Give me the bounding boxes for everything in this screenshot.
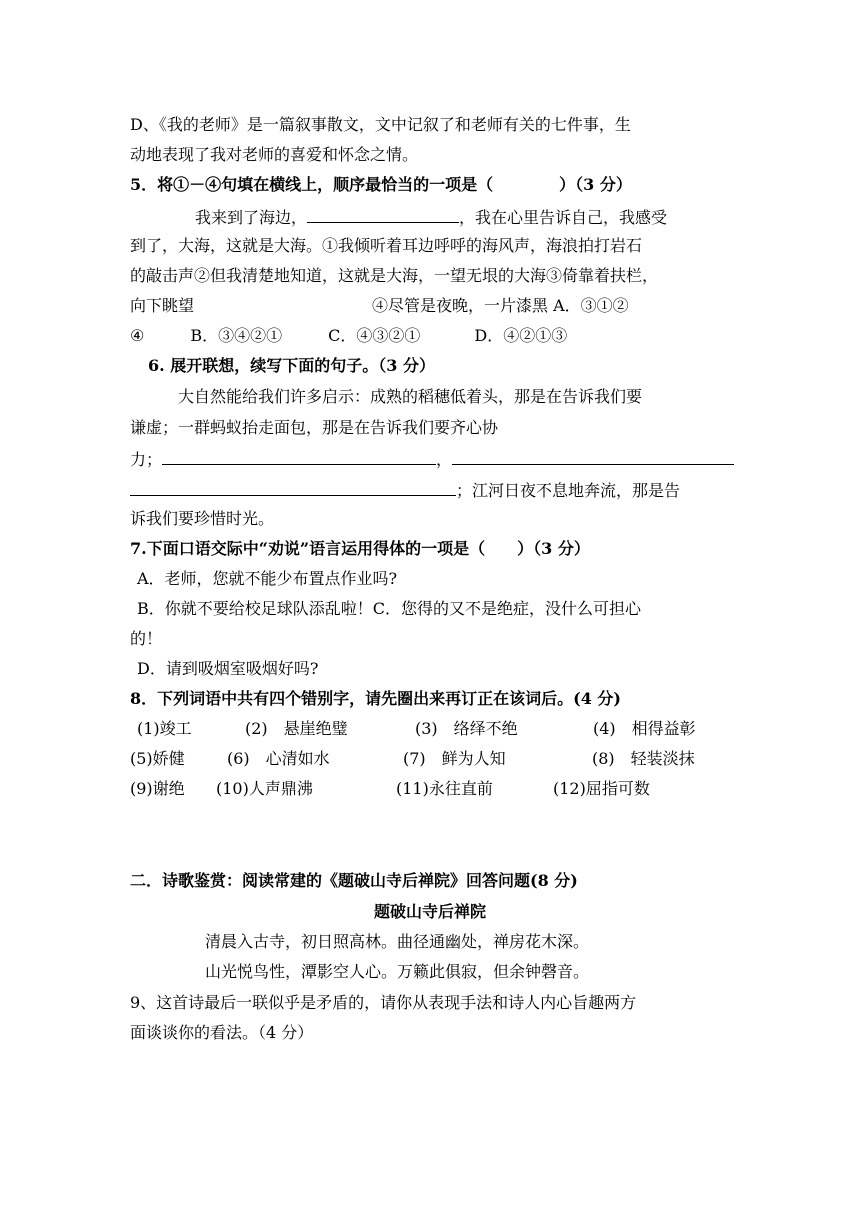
q6-comma: ，	[436, 450, 453, 469]
q9-line2: 面谈谈你的看法。（4 分）	[130, 1023, 314, 1042]
section2-heading: 二．诗歌鉴赏：阅读常建的《题破山寺后禅院》回答问题(8 分)	[130, 871, 578, 890]
q8-word-10: (10)人声鼎沸	[216, 779, 313, 798]
q7-option-b-c: B．你就不要给校足球队添乱啦！C．您得的又不是绝症，没什么可担心	[137, 599, 642, 618]
q8-row-2	[130, 749, 730, 769]
q8-word-12: (12)屈指可数	[553, 779, 650, 798]
q5-option-a-tail: ④	[130, 326, 145, 345]
q7-stem: 7.下面口语交际中“劝说”语言运用得体的一项是（ ）（3 分）	[130, 539, 590, 558]
q6-line4-end: ；江河日夜不息地奔流，那是告	[456, 481, 681, 500]
q8-word-2: (2) 悬崖绝璧	[245, 719, 348, 738]
q6-answer-blank-3[interactable]	[130, 479, 456, 496]
q5-score: ）（3 分）	[559, 175, 632, 194]
q5-passage-line1	[195, 206, 795, 226]
q5-passage-b: ④尽管是夜晚，一片漆黑 A．③①②	[372, 296, 629, 315]
q5-answer-blank[interactable]	[307, 206, 459, 223]
q8-row-3	[130, 779, 730, 799]
q5-stem-text: 5．将①－④句填在横线上，顺序最恰当的一项是（	[130, 175, 494, 194]
q8-word-11: (11)永往直前	[396, 779, 493, 798]
q6-line4	[130, 479, 730, 499]
q9-line1: 9、这首诗最后一联似乎是矛盾的，请你从表现手法和诗人内心旨趣两方	[130, 993, 637, 1012]
poem-title: 题破山寺后禅院	[373, 902, 486, 921]
q5-passage-line4	[130, 296, 730, 316]
q5-option-c: C．④③②①	[328, 326, 421, 345]
q6-line1: 大自然能给我们许多启示：成熟的稻穗低着头，那是在告诉我们要	[178, 387, 643, 406]
q8-row-1	[137, 719, 737, 739]
q8-word-8: (8) 轻装淡抹	[592, 749, 695, 768]
q8-word-7: (7) 鲜为人知	[403, 749, 506, 768]
q4-option-d-line2: 动地表现了我对老师的喜爱和怀念之情。	[130, 145, 419, 164]
q5-passage-start: 我来到了海边，	[195, 208, 308, 227]
q6-answer-blank-2[interactable]	[452, 448, 734, 465]
q5-passage-end: ，我在心里告诉自己，我感受	[459, 208, 668, 227]
q6-answer-blank-1[interactable]	[162, 448, 436, 465]
q4-option-d-line1: D、《我的老师》是一篇叙事散文，文中记叙了和老师有关的七件事，生	[130, 115, 631, 134]
q8-stem: 8．下列词语中共有四个错别字，请先圈出来再订正在该词后。(4 分)	[130, 689, 621, 708]
q5-passage-line2: 到了，大海，这就是大海。①我倾听着耳边呼呼的海风声，海浪拍打岩石	[130, 236, 643, 255]
q5-passage-a: 向下眺望	[130, 296, 195, 315]
q6-line2: 谦虚；一群蚂蚁抬走面包，那是在告诉我们要齐心协	[130, 418, 499, 437]
q7-option-a: A．老师，您就不能少布置点作业吗?	[137, 569, 398, 588]
q6-stem: 6. 展开联想，续写下面的句子。（3 分）	[148, 356, 435, 375]
q7-option-d: D．请到吸烟室吸烟好吗?	[137, 659, 319, 678]
q5-option-b: B．③④②①	[190, 326, 283, 345]
q8-word-1: (1)竣工	[137, 719, 192, 738]
poem-line-2: 山光悦鸟性，潭影空人心。万籁此俱寂，但余钟磬音。	[205, 962, 590, 981]
poem-line-1: 清晨入古寺，初日照高林。曲径通幽处，禅房花木深。	[205, 932, 590, 951]
q5-option-d: D．④②①③	[474, 326, 568, 345]
q8-word-6: (6) 心清如水	[227, 749, 330, 768]
q7-option-c-tail: 的！	[130, 629, 163, 648]
q5-passage-line3: 的敲击声②但我清楚地知道，这就是大海，一望无垠的大海③倚靠着扶栏，	[130, 266, 659, 285]
q8-word-9: (9)谢绝	[130, 779, 185, 798]
q6-line5: 诉我们要珍惜时光。	[130, 509, 275, 528]
q8-word-3: (3) 络绎不绝	[415, 719, 518, 738]
q8-word-4: (4) 相得益彰	[593, 719, 696, 738]
q6-line3-start: 力；	[130, 450, 163, 469]
q5-options-line	[130, 326, 730, 346]
q8-word-5: (5)娇健	[130, 749, 185, 768]
q5-stem	[130, 175, 730, 195]
q6-line3	[130, 448, 730, 468]
